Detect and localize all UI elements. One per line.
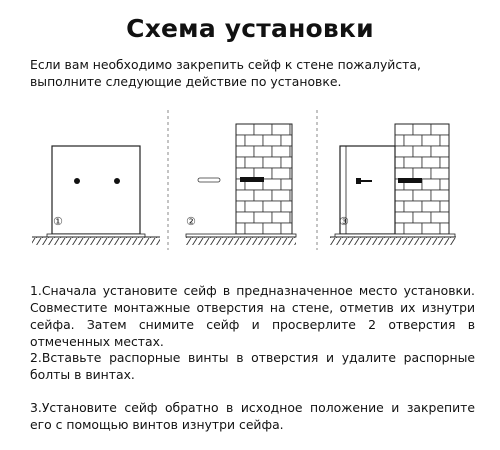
brick [236,146,254,157]
brick [281,157,292,168]
brick [263,201,281,212]
safe-front [52,146,140,234]
installation-diagram [0,110,500,270]
brick [281,135,292,146]
brick [440,201,449,212]
brick [263,157,281,168]
brick [413,146,431,157]
brick [281,201,292,212]
brick [395,190,413,201]
brick [404,223,422,234]
brick [281,179,292,190]
brick [395,201,404,212]
brick [395,124,413,135]
brick [431,124,449,135]
brick [263,223,281,234]
brick [272,190,290,201]
brick [413,168,431,179]
panel-2 [186,124,296,245]
panel-1 [32,146,160,245]
brick [236,124,254,135]
panel-number: ① [53,215,63,228]
brick [440,179,449,190]
brick [272,168,290,179]
mounting-hole [74,178,80,184]
brick [245,157,263,168]
brick [431,212,449,223]
brick [431,190,449,201]
brick [422,201,440,212]
brick [440,157,449,168]
brick [236,201,245,212]
brick [395,223,404,234]
ground-hatch [186,237,296,245]
step-2-text: 2.Вставьте распорные винты в отверстия и удалите распорные болты в винтах. [30,350,475,382]
brick [431,146,449,157]
brick [422,223,440,234]
brick [245,135,263,146]
brick [395,212,413,223]
panel-number: ② [186,215,196,228]
hole-marker-icon [240,177,264,182]
step-3-text: 3.Установите сейф обратно в исходное положение и закрепите его с помощью винтов изнутри сейфа. [30,400,475,432]
brick [236,190,254,201]
panel-number: ③ [339,215,349,228]
brick [404,201,422,212]
brick [431,168,449,179]
brick [413,190,431,201]
brick [245,201,263,212]
brick [422,135,440,146]
brick [236,135,245,146]
brick [272,146,290,157]
brick [254,146,272,157]
brick [254,190,272,201]
ground-hatch [330,237,456,245]
brick [245,223,263,234]
brick [236,212,254,223]
brick [395,157,404,168]
brick [254,212,272,223]
panel-3 [330,124,456,245]
brick [422,157,440,168]
brick [404,157,422,168]
brick [281,223,292,234]
step-1-text: 1.Сначала установите сейф в предназначенное место установки. Совместите монтажные отверстия на стене, отметив их изнутри сейфа. Затем снимите сейф и просверлите 2 отверстия в отмеченных местах. [30,283,475,349]
brick [254,124,272,135]
brick [413,212,431,223]
brick [263,179,281,190]
page-title: Схема установки [126,14,374,43]
brick [413,124,431,135]
intro-text: Если вам необходимо закрепить сейф к стене пожалуйста, выполните следующие действие по установке. [30,57,421,89]
brick [272,124,290,135]
brick [440,135,449,146]
brick [272,212,290,223]
brick [263,135,281,146]
brick [440,223,449,234]
ground-hatch [32,237,160,245]
brick [395,135,404,146]
brick [395,168,413,179]
brick [236,157,245,168]
brick [395,146,413,157]
brick [236,223,245,234]
brick [422,179,440,190]
mounting-hole [114,178,120,184]
dowel-icon [198,178,220,182]
brick [404,135,422,146]
